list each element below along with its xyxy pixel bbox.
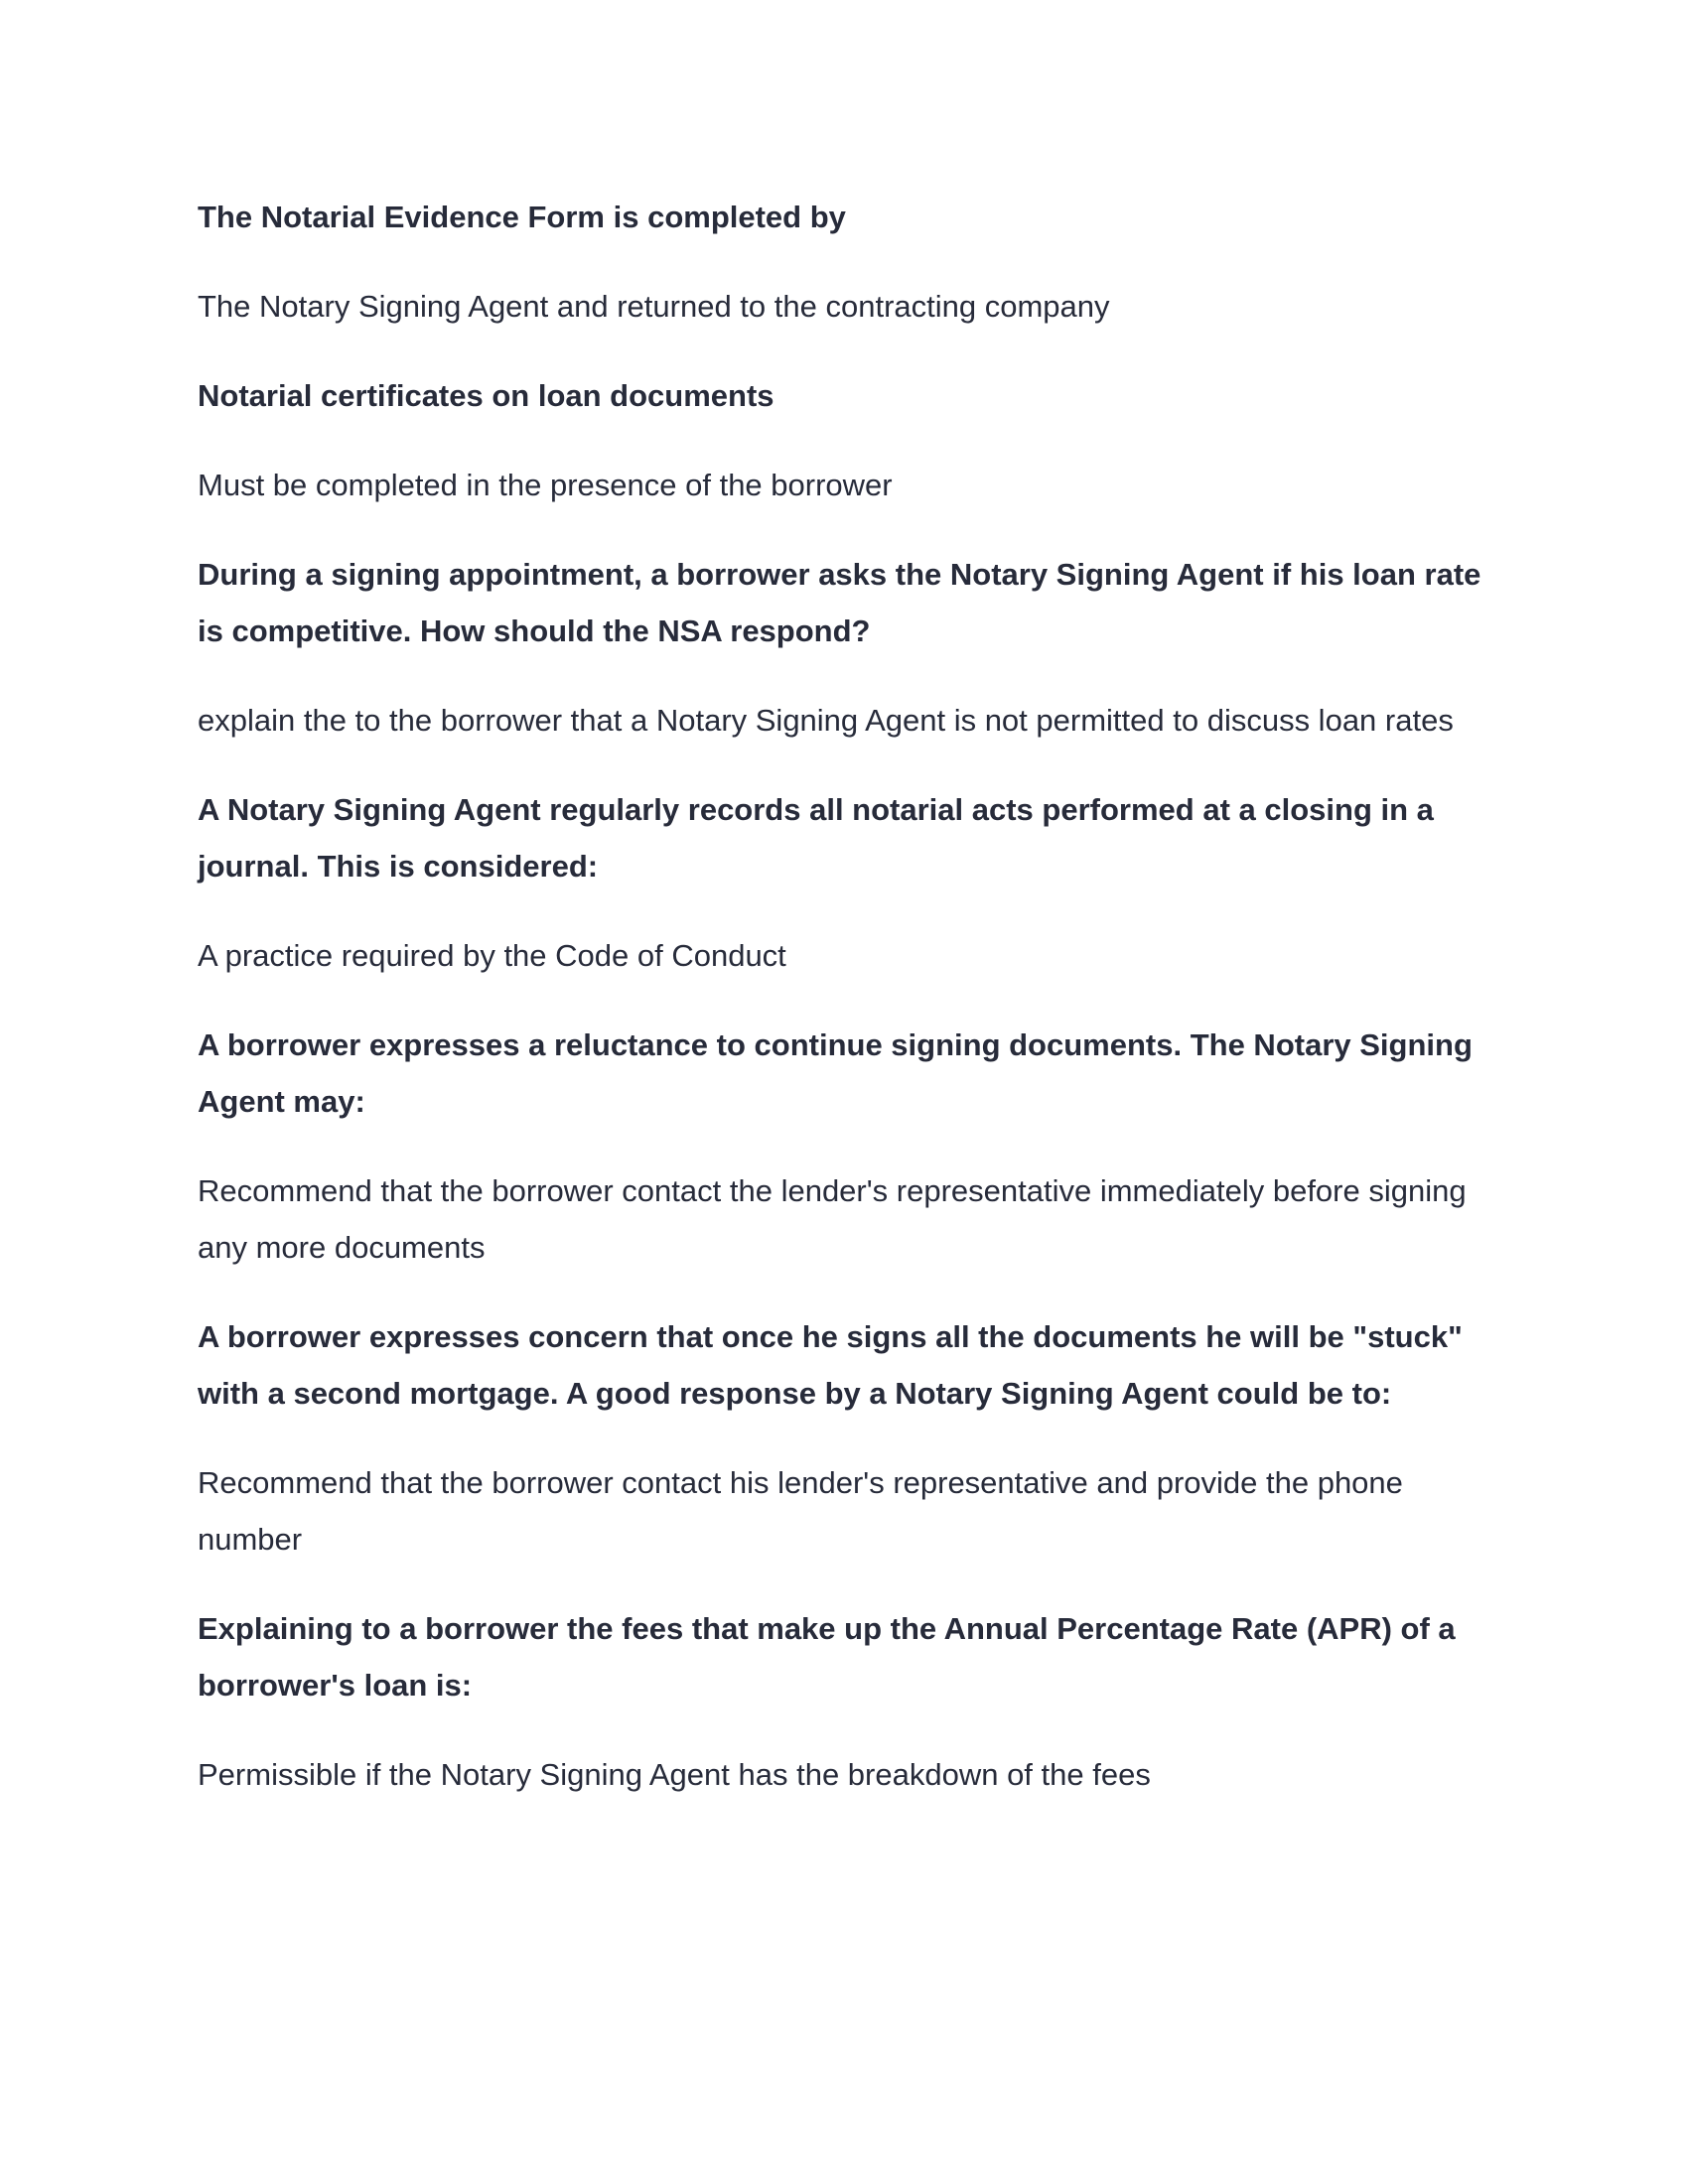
answer-text: Recommend that the borrower contact the lender's representative immediately before signing any more documents (198, 1173, 1467, 1265)
answer-text: A practice required by the Code of Conduct (198, 938, 786, 973)
document-page (198, 189, 1488, 1836)
answer-text: Recommend that the borrower contact his lender's representative and provide the phone number (198, 1465, 1403, 1557)
answer-text: explain the to the borrower that a Notary Signing Agent is not permitted to discuss loan rates (198, 703, 1454, 738)
question-text: A borrower expresses a reluctance to continue signing documents. The Notary Signing Agent may: (198, 1027, 1473, 1119)
question-text: A Notary Signing Agent regularly records all notarial acts performed at a closing in a journal. This is considered: (198, 792, 1434, 884)
answer-text: Permissible if the Notary Signing Agent has the breakdown of the fees (198, 1757, 1151, 1792)
question-text: The Notarial Evidence Form is completed by (198, 200, 846, 234)
question-text: Explaining to a borrower the fees that make up the Annual Percentage Rate (APR) of a borrower's loan is: (198, 1611, 1456, 1703)
question-text: During a signing appointment, a borrower asks the Notary Signing Agent if his loan rate is competitive. How should the NSA respond? (198, 557, 1481, 648)
answer-text: Must be completed in the presence of the borrower (198, 468, 893, 502)
question-text: A borrower expresses concern that once he signs all the documents he will be "stuck" with a second mortgage. A good response by a Notary Signing Agent could be to: (198, 1319, 1463, 1411)
answer-text: The Notary Signing Agent and returned to the contracting company (198, 289, 1110, 324)
question-text: Notarial certificates on loan documents (198, 378, 774, 413)
